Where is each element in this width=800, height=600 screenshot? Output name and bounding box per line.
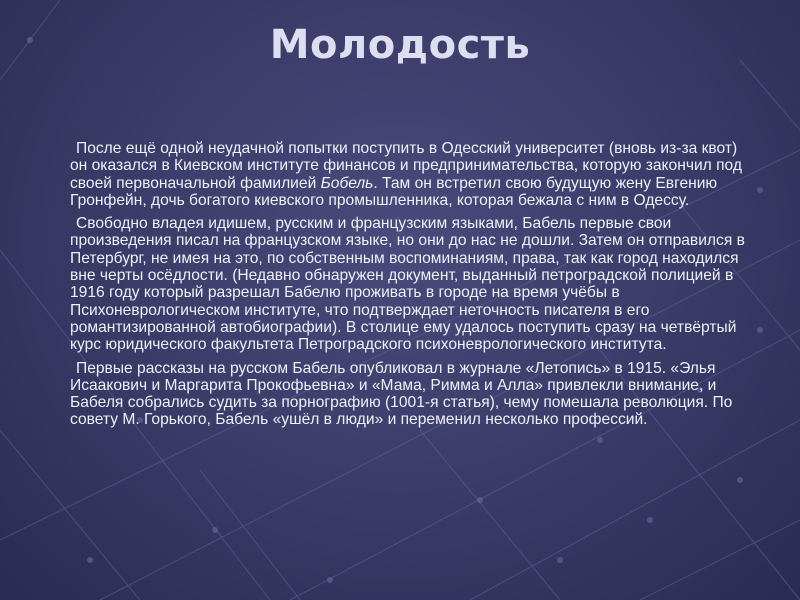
paragraph-1-text-start: После ещё одной неудачной попытки поступить в Одесский университет (вновь из-за квот) он оказался в Киевском институте финансов и предпринимательства, которую закончил под своей первоначальной фамилией [70,140,742,192]
paragraph-3-text: Первые рассказы на русском Бабель опубликовал в журнале «Летопись» в 1915. «Элья Исаакович и Маргарита Прокофьевна» и «Мама, Римма и Алла» привлекли внимание, и Бабеля собрались судить за порнографию (1001-я статья), чему помешала революция. По совету М. Горького, Бабель «ушёл в люди» и переменил несколько профессий. [70,359,733,429]
paragraph-3 [70,360,750,429]
slide-title: Молодость [269,22,531,68]
slide-body-text [70,140,750,435]
paragraph-1-text-end: . Там он встретил свою будущую жену Евгению Гронфейн, дочь богатого киевского промышленника, которая бежала с ним в Одессу. [70,174,718,209]
paragraph-2 [70,215,750,353]
paragraph-2-text: Свободно владея идишем, русским и французским языками, Бабель первые свои произведения писал на французском языке, но они до нас не дошли. Затем он отправился в Петербург, не имея на это, по собственным воспоминаниям, права, так как город находился вне черты осёдлости. (Недавно обнаружен документ, выданный петроградской полицией в 1916 году который разрешал Бабелю проживать в городе на время учёбы в Психоневрологическом институте, что подтверждает неточность писателя в его романтизированной автобиографии). В столице ему удалось поступить сразу на четвёртый курс юридического факультета Петроградского психоневрологического института. [70,215,745,354]
paragraph-1 [70,140,750,209]
paragraph-1-italic-surname: Бобель [320,174,374,192]
